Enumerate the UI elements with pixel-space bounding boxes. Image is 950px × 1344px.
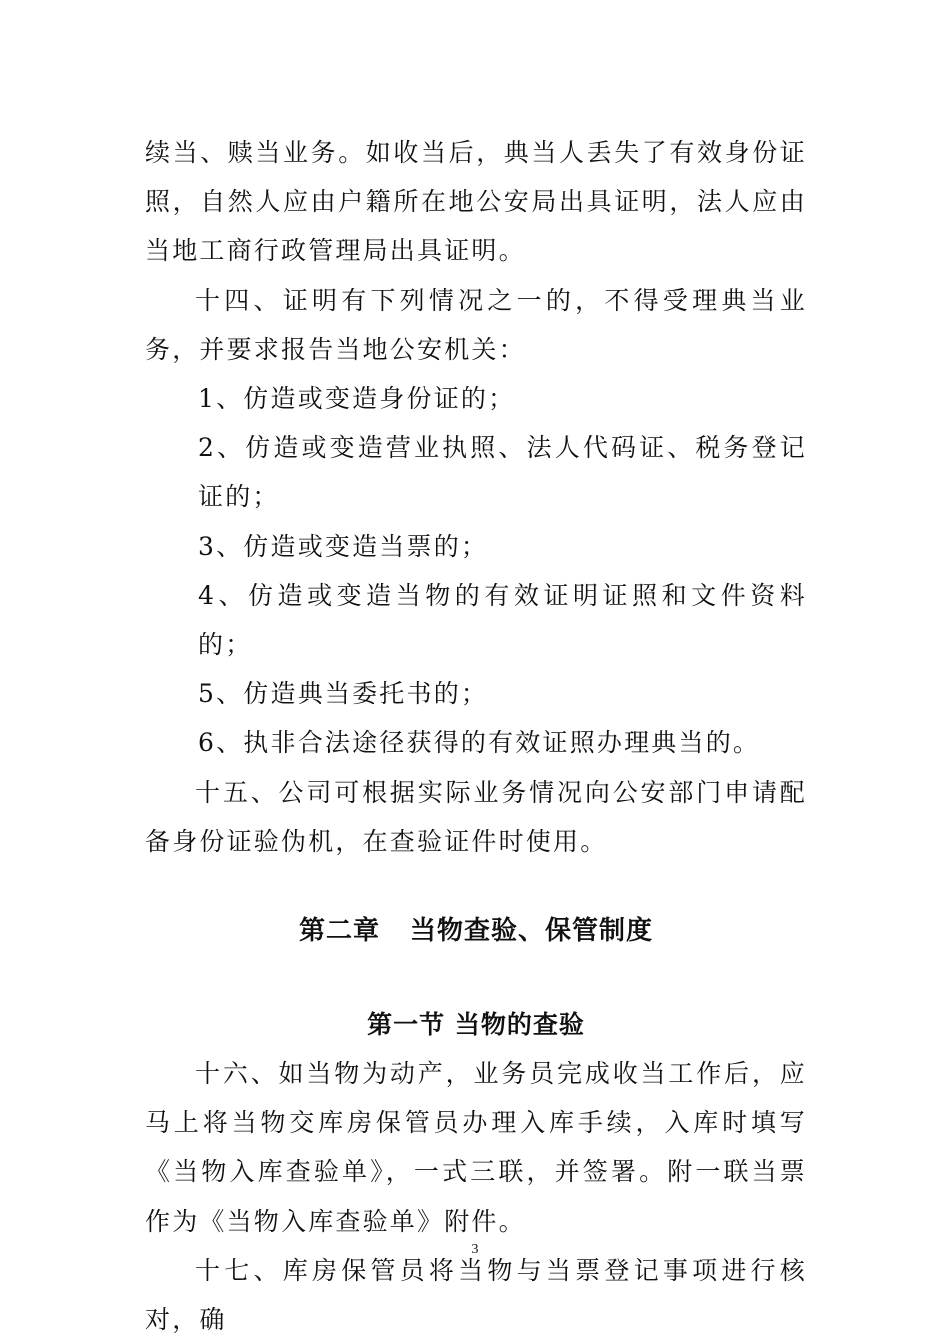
page-number: 3	[471, 1242, 479, 1257]
paragraph-article-14: 十四、证明有下列情况之一的，不得受理典当业务，并要求报告当地公安机关：	[145, 285, 807, 364]
list-item: 2、仿造或变造营业执照、法人代码证、税务登记证的；	[198, 433, 807, 512]
chapter-name: 当物查验、保管制度	[410, 916, 654, 947]
list-item: 1、仿造或变造身份证的；	[198, 384, 516, 414]
document-body	[145, 128, 807, 1344]
paragraph-continued: 续当、赎当业务。如收当后，典当人丢失了有效身份证照，自然人应由户籍所在地公安局出具证明，法人应由当地工商行政管理局出具证明。	[145, 138, 807, 266]
list-item: 5、仿造典当委托书的；	[198, 679, 489, 709]
paragraph-article-17: 十七、库房保管员将当物与当票登记事项进行核对，确	[145, 1255, 807, 1335]
list-item: 4、仿造或变造当物的有效证明证照和文件资料的；	[198, 580, 807, 660]
paragraph-article-16: 十六、如当物为动产，业务员完成收当工作后，应马上将当物交库房保管员办理入库手续，入库时填写《当物入库查验单》，一式三联，并签署。附一联当票作为《当物入库查验单》附件。	[145, 1059, 807, 1236]
paragraph-article-15: 十五、公司可根据实际业务情况向公安部门申请配备身份证验伪机，在查验证件时使用。	[145, 777, 807, 856]
chapter-number: 第二章	[298, 916, 380, 947]
section-title: 第一节 当物的查验	[367, 1010, 585, 1040]
list-item: 3、仿造或变造当票的；	[198, 531, 489, 561]
list-item: 6、执非合法途径获得的有效证照办理典当的。	[198, 728, 761, 758]
chapter-title	[145, 907, 807, 956]
